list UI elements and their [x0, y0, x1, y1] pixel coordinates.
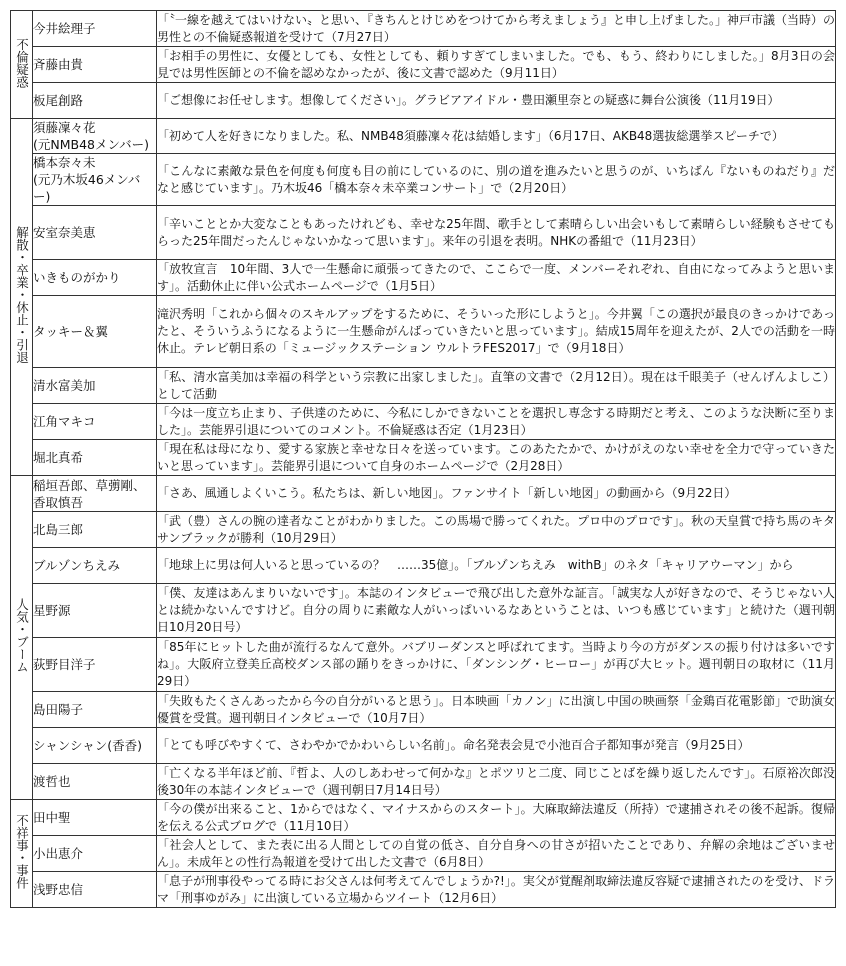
person-name-cell — [33, 548, 157, 584]
person-name: 板尾創路 — [33, 93, 84, 108]
person-name-cell — [33, 404, 157, 440]
quote-cell — [157, 476, 836, 512]
person-name-cell — [33, 83, 157, 119]
quote-cell — [157, 206, 836, 260]
quote-cell — [157, 800, 836, 836]
quote-text: 「今は一度立ち止まり、子供達のために、今私にしかできないことを選択し専念する時期だと考え、このような決断に至りました」。芸能界引退についてのコメント。不倫疑惑は否定（1月23日） — [157, 405, 835, 437]
table-row — [11, 548, 836, 584]
person-name-cell — [33, 11, 157, 47]
quote-text: 「失敗もたくさんあったから今の自分がいると思う」。日本映画「カノン」に出演し中国の映画祭「金鶏百花電影節」で助演女優賞を受賞。週刊朝日インタビューで（10月7日） — [157, 693, 835, 725]
quote-text: 滝沢秀明「これから個々のスキルアップをするために、そういった形にしようと」。今井翼「この選択が最良のきっかけであったと、そういうふうになるように一生懸命がんばっていきたいと思っています」。結成15周年を迎えたが、2人での活動を一時休止。テレビ朝日系の「ミュージックステーション ウルトラFES2017」で（9月18日） — [157, 307, 835, 355]
person-name-cell — [33, 836, 157, 872]
table-row — [11, 296, 836, 368]
person-name: 小出恵介 — [33, 846, 84, 861]
person-name-cell — [33, 692, 157, 728]
person-name: 島田陽子 — [33, 702, 84, 717]
person-name: 北島三郎 — [33, 522, 84, 537]
person-name-cell — [33, 260, 157, 296]
quote-cell — [157, 692, 836, 728]
category-cell — [11, 476, 33, 800]
quote-cell — [157, 11, 836, 47]
person-name: 堀北真希 — [33, 450, 84, 465]
quote-text: 「社会人として、また表に出る人間としての自覚の低さ、自分自身への甘さが招いたことであり、弁解の余地はございません」。未成年との性行為報道を受けて出した文書で（6月8日） — [157, 837, 835, 869]
quote-text: 「さあ、風通しよくいこう。私たちは、新しい地図」。ファンサイト「新しい地図」の動画から（9月22日） — [157, 486, 737, 500]
quote-text: 「〝一線を越えてはいけない〟と思い、『きちんとけじめをつけてから考えましょう』と申し上げました。」神戸市議（当時）の男性との不倫疑惑報道を受けて（7月27日） — [157, 12, 836, 44]
person-name: 星野源 — [33, 603, 71, 618]
table-row — [11, 440, 836, 476]
quote-cell — [157, 154, 836, 206]
table-row — [11, 83, 836, 119]
person-name-cell — [33, 368, 157, 404]
person-name: 清水富美加 — [33, 378, 96, 393]
person-name: 浅野忠信 — [33, 882, 84, 897]
quote-cell — [157, 83, 836, 119]
quote-cell — [157, 296, 836, 368]
person-name: 橋本奈々未 (元乃木坂46メンバー) — [33, 155, 141, 204]
quote-cell — [157, 47, 836, 83]
person-name: 渡哲也 — [33, 774, 71, 789]
person-name-cell — [33, 440, 157, 476]
table-row — [11, 476, 836, 512]
person-name-cell — [33, 154, 157, 206]
quote-cell — [157, 260, 836, 296]
person-name-cell — [33, 800, 157, 836]
quote-text: 「初めて人を好きになりました。私、NMB48須藤凜々花は結婚します」（6月17日、AKB48選抜総選挙スピーチで） — [157, 128, 784, 143]
person-name: 安室奈美恵 — [33, 225, 96, 240]
category-label: 人気・ブーム — [14, 598, 30, 673]
quote-cell — [157, 512, 836, 548]
table-row — [11, 154, 836, 206]
person-name: 今井絵理子 — [33, 21, 96, 36]
category-label: 不倫疑惑 — [14, 37, 30, 88]
quote-cell — [157, 368, 836, 404]
category-label: 解散・卒業・休止・引退 — [14, 226, 30, 364]
table-row — [11, 872, 836, 908]
quote-cell — [157, 584, 836, 638]
person-name-cell — [33, 638, 157, 692]
table-row — [11, 206, 836, 260]
quotes-table-container — [10, 10, 836, 908]
person-name: 斉藤由貴 — [33, 57, 84, 72]
quote-cell — [157, 764, 836, 800]
quote-cell — [157, 836, 836, 872]
quotes-table — [10, 10, 836, 908]
table-row — [11, 119, 836, 154]
quote-text: 「亡くなる半年ほど前、『哲よ、人のしあわせって何かな』とポツリと二度、同じことばを繰り返したんです」。石原裕次郎没後30年の本誌インタビューで（週刊朝日7月14日号） — [157, 765, 835, 797]
person-name: いきものがかり — [33, 270, 121, 285]
quote-cell — [157, 119, 836, 154]
person-name-cell — [33, 119, 157, 154]
quote-cell — [157, 728, 836, 764]
person-name-cell — [33, 476, 157, 512]
table-row — [11, 404, 836, 440]
table-row — [11, 800, 836, 836]
person-name-cell — [33, 728, 157, 764]
quote-text: 「とても呼びやすくて、さわやかでかわいらしい名前」。命名発表会見で小池百合子都知事が発言（9月25日） — [157, 738, 750, 752]
quotes-table-body — [11, 11, 836, 908]
quote-text: 「お相手の男性に、女優としても、女性としても、頼りすぎてしまいました。でも、もう、終わりにしました。」8月3日の会見では男性医師との不倫を認めなかったが、後に文書で認めた（9月11日） — [157, 48, 835, 80]
person-name: 稲垣吾郎、草彅剛、 香取慎吾 — [33, 477, 146, 510]
quote-text: 「現在私は母になり、愛する家族と幸せな日々を送っています。このあたたかで、かけがえのない幸せを全力で守っていきたいと思っています」。芸能界引退について自身のホームページで（2月28日） — [157, 441, 835, 473]
table-row — [11, 764, 836, 800]
person-name: 田中聖 — [33, 810, 71, 825]
person-name: タッキー＆翼 — [33, 324, 109, 339]
person-name-cell — [33, 584, 157, 638]
quote-text: 「武（豊）さんの腕の達者なことがわかりました。この馬場で勝ってくれた。プロ中のプロです」。秋の天皇賞で持ち馬のキタサンブラックが勝利（10月29日） — [157, 513, 835, 545]
quote-cell — [157, 548, 836, 584]
quote-text: 「こんなに素敵な景色を何度も何度も目の前にしているのに、別の道を進みたいと思うのが、いちばん『ないものねだり』だなと感じています」。乃木坂46「橋本奈々未卒業コンサート」で（2月20日） — [157, 163, 835, 195]
table-row — [11, 260, 836, 296]
person-name-cell — [33, 47, 157, 83]
table-row — [11, 728, 836, 764]
table-row — [11, 692, 836, 728]
table-row — [11, 368, 836, 404]
quote-cell — [157, 872, 836, 908]
quote-text: 「放牧宣言 10年間、3人で一生懸命に頑張ってきたので、ここらで一度、メンバーそれぞれ、自由になってみようと思います」。活動休止に伴い公式ホームページで（1月5日） — [157, 261, 835, 293]
person-name: 荻野目洋子 — [33, 657, 96, 672]
table-row — [11, 836, 836, 872]
quote-cell — [157, 404, 836, 440]
category-cell — [11, 119, 33, 476]
table-row — [11, 11, 836, 47]
quote-text: 「85年にヒットした曲が流行るなんて意外。バブリーダンスと呼ばれてます。当時より今の方がダンスの振り付けは多いですね」。大阪府立登美丘高校ダンス部の踊りをきっかけに、「ダンシング・ヒーロー」が再び大ヒット。週刊朝日の取材に（11月29日） — [157, 640, 835, 688]
person-name: 須藤凜々花 (元NMB48メンバー) — [33, 120, 149, 152]
table-row — [11, 584, 836, 638]
person-name-cell — [33, 872, 157, 908]
person-name: ブルゾンちえみ — [33, 558, 121, 573]
quote-text: 「ご想像にお任せします。想像してください」。グラビアアイドル・豊田瀬里奈との疑惑に舞台公演後（11月19日） — [157, 93, 780, 107]
quote-text: 「今の僕が出来ること、1からではなく、マイナスからのスタート」。大麻取締法違反（所持）で逮捕されその後不起訴。復帰を伝える公式ブログで（11月10日） — [157, 801, 835, 833]
table-row — [11, 47, 836, 83]
quote-text: 「私、清水富美加は幸福の科学という宗教に出家しました」。直筆の文書で（2月12日）。現在は千眼美子（せんげんよしこ）として活動 — [157, 369, 835, 401]
category-cell — [11, 11, 33, 119]
person-name-cell — [33, 206, 157, 260]
person-name-cell — [33, 512, 157, 548]
table-row — [11, 512, 836, 548]
quote-cell — [157, 638, 836, 692]
quote-text: 「辛いこととか大変なこともあったけれども、幸せな25年間、歌手として素晴らしい出会いもして素晴らしい経験もさせてもらった25年間だったんじゃないかなって思います」。来年の引退を表明。NHKの番組で（11月23日） — [157, 216, 835, 248]
person-name-cell — [33, 296, 157, 368]
quote-text: 「僕、友達はあんまりいないです」。本誌のインタビューで飛び出した意外な証言。「誠実な人が好きなので、そうじゃない人とは続かないんですけど。自分の周りに素敵な人がいっぱいいるなあということは、いつも感じています」と続けた（週刊朝日10月20日号） — [157, 586, 835, 634]
category-label: 不祥事・事件 — [14, 814, 30, 889]
category-cell — [11, 800, 33, 908]
person-name-cell — [33, 764, 157, 800]
table-row — [11, 638, 836, 692]
person-name: 江角マキコ — [33, 414, 96, 429]
quote-text: 「地球上に男は何人いると思っているの？ ……35億」。「ブルゾンちえみ withB」のネタ「キャリアウーマン」から — [157, 558, 794, 572]
person-name: シャンシャン(香香) — [33, 738, 142, 753]
quote-cell — [157, 440, 836, 476]
quote-text: 「息子が刑事役やってる時にお父さんは何考えてんでしょうか?!」。実父が覚醒剤取締法違反容疑で逮捕されたのを受け、ドラマ「刑事ゆがみ」に出演している立場からツイート（12月6日） — [157, 873, 835, 905]
